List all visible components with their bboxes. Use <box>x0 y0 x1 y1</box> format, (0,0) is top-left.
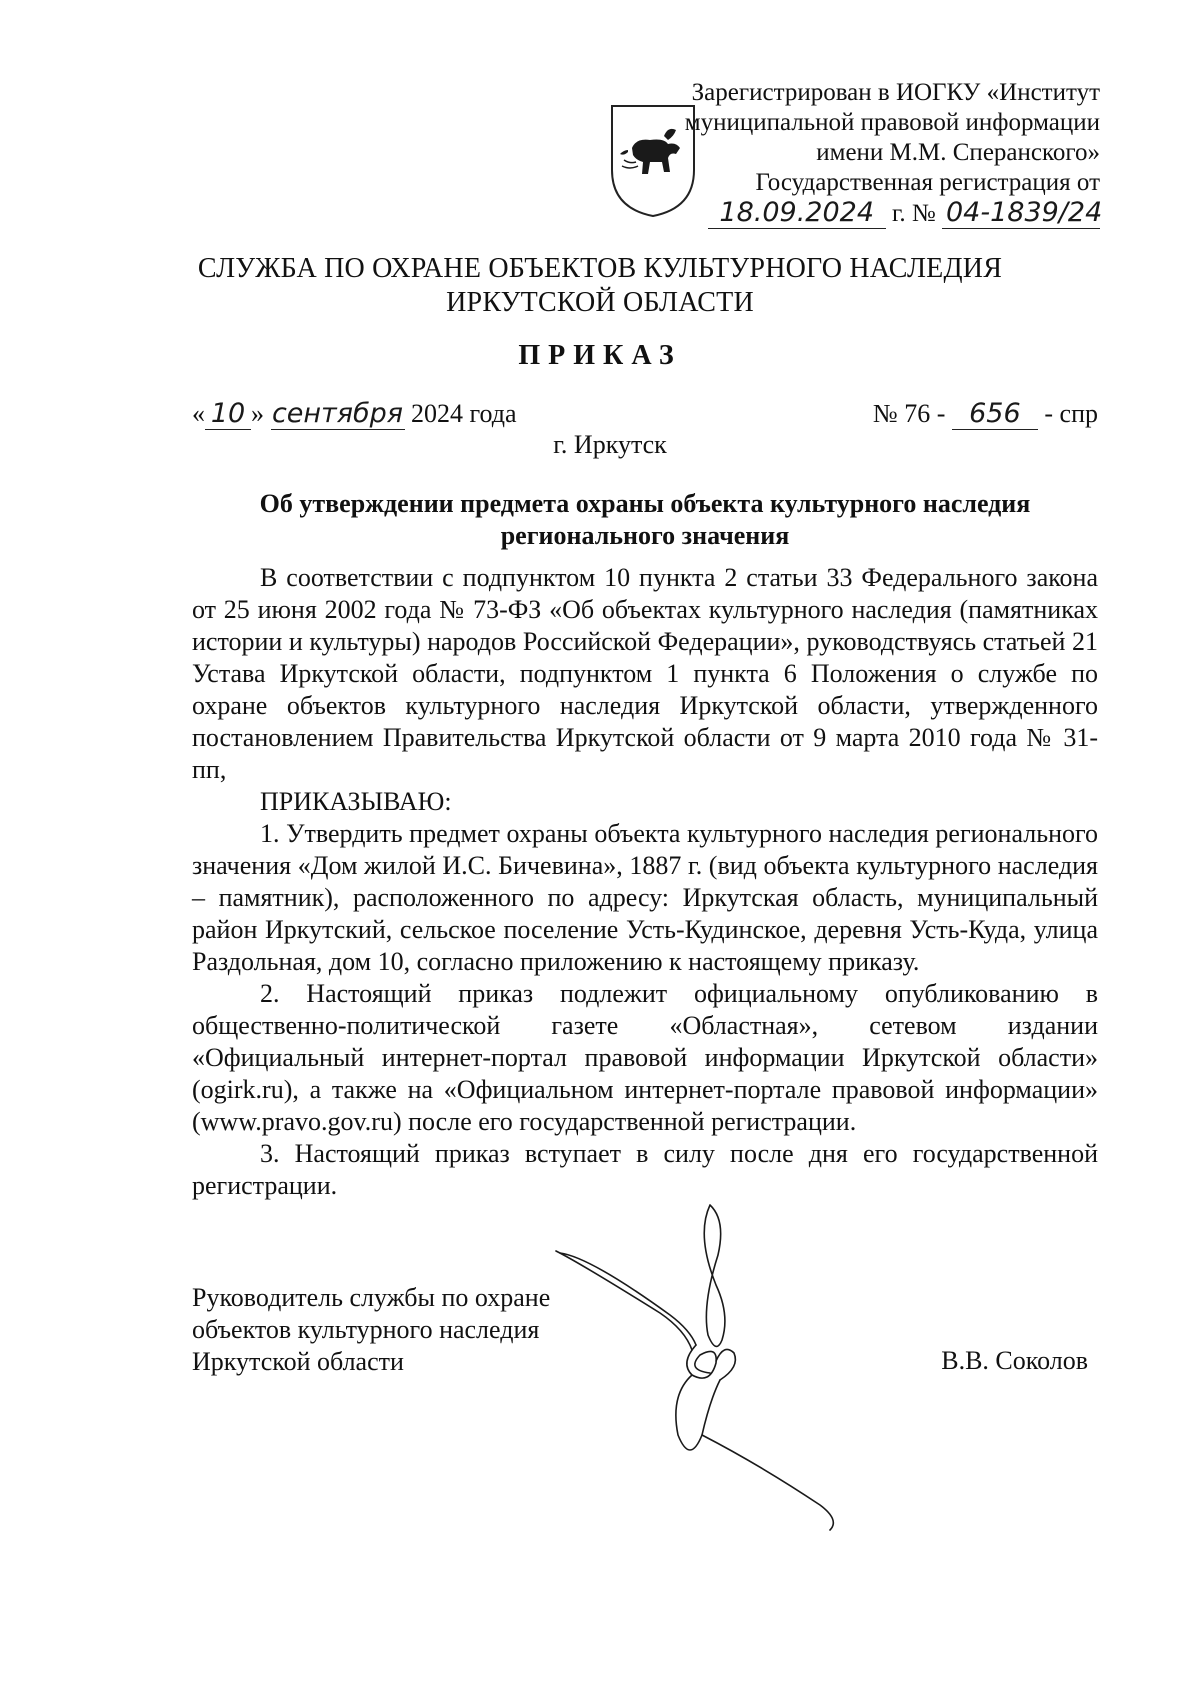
registration-number-prefix: г. № <box>891 200 936 227</box>
organization-line-1: СЛУЖБА ПО ОХРАНЕ ОБЪЕКТОВ КУЛЬТУРНОГО НАСЛЕДИЯ <box>197 253 1003 284</box>
registration-line-2: муниципальной правовой информации <box>684 109 1100 136</box>
signer-name: В.В. Соколов <box>941 1346 1088 1375</box>
date-day: 10 <box>205 398 251 430</box>
preamble-paragraph: В соответствии с подпунктом 10 пункта 2 статьи 33 Федерального закона от 25 июня 2002 года № 73-ФЗ «Об объектах культурного наследия (памятниках истории и культуры) народов Российской Федерации», руководствуясь статьей 21 Устава Иркутской области, подпунктом 1 пункта 6 Положения о службе по охране объектов культурного наследия Иркутской области, утвержденного постановлением Правительства Иркутской области от 9 марта 2010 года № 31-пп, <box>192 563 1098 784</box>
document-date <box>192 398 517 430</box>
title-line-1: Об утверждении предмета охраны объекта культурного наследия <box>259 489 1031 518</box>
registration-line-3: имени М.М. Сперанского» <box>816 139 1100 166</box>
order-item-1: 1. Утвердить предмет охраны объекта культурного наследия регионального значения «Дом жилой И.С. Бичевина», 1887 г. (вид объекта культурного наследия – памятник), расположенного по адресу: Иркутская область, муниципальный район Иркутский, сельское поселение Усть-Кудинское, деревня Усть-Куда, улица Раздольная, дом 10, согласно приложению к настоящему приказу. <box>192 819 1098 976</box>
position-line-3: Иркутской области <box>192 1347 404 1376</box>
registration-line-5 <box>580 197 1103 229</box>
title-line-2: регионального значения <box>500 521 790 550</box>
date-month: сентября <box>271 398 404 429</box>
registration-stamp <box>580 78 1103 229</box>
registration-line-1: Зарегистрирован в ИОГКУ «Институт <box>691 79 1100 106</box>
document-body <box>192 562 1098 1202</box>
position-line-2: объектов культурного наследия <box>192 1315 540 1344</box>
document-number <box>873 398 1098 430</box>
position-line-1: Руководитель службы по охране <box>192 1283 551 1312</box>
signatory-position <box>192 1282 550 1378</box>
registration-number: 04-1839/24 <box>942 198 1100 229</box>
number-prefix: № 76 - <box>872 399 946 428</box>
handwritten-signature-icon <box>520 1195 920 1540</box>
number-suffix: - спр <box>1044 399 1098 428</box>
document-type: ПРИКАЗ <box>518 340 682 371</box>
document-city: г. Иркутск <box>553 430 667 459</box>
order-item-2: 2. Настоящий приказ подлежит официальному опубликованию в общественно-политической газете «Областная», сетевом издании «Официальный интернет-портал правовой информации Иркутской области» (ogirk.ru), а также на «Официальном интернет-портале правовой информации» (www.pravo.gov.ru) после его государственной регистрации. <box>192 979 1098 1136</box>
number-value: 656 <box>952 398 1038 430</box>
order-item-3: 3. Настоящий приказ вступает в силу после дня его государственной регистрации. <box>192 1139 1098 1200</box>
date-open-quote: « <box>192 399 205 428</box>
organization-line-2: ИРКУТСКОЙ ОБЛАСТИ <box>446 287 754 318</box>
date-year: 2024 года <box>411 399 517 428</box>
registration-line-4: Государственная регистрация от <box>755 169 1100 196</box>
date-close-quote: » <box>251 399 264 428</box>
order-word: ПРИКАЗЫВАЮ: <box>260 787 452 816</box>
registration-date: 18.09.2024 <box>708 198 886 229</box>
organization-name <box>0 252 1200 320</box>
document-title <box>192 488 1098 552</box>
